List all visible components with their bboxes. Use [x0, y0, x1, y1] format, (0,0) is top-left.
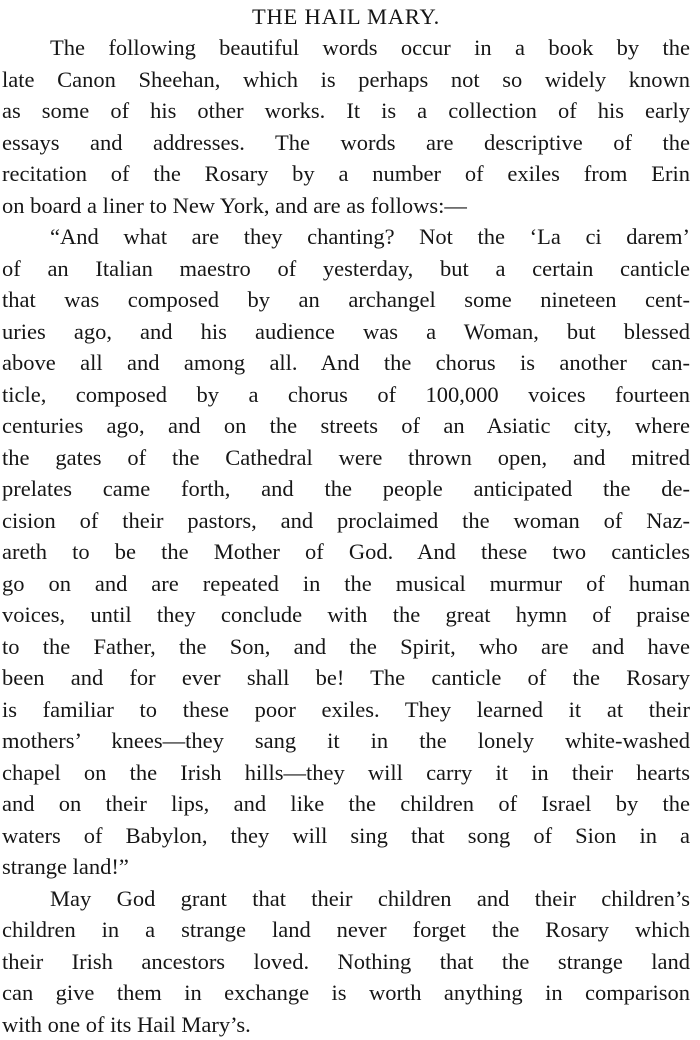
paragraph: [2, 883, 690, 1040]
text-line: and on their lips, and like the children of Israel by the: [2, 788, 690, 820]
paragraph: [2, 221, 690, 883]
text-line: to the Father, the Son, and the Spirit, who are and have: [2, 631, 690, 663]
text-line: essays and addresses. The words are descriptive of the: [2, 127, 690, 159]
text-line: uries ago, and his audience was a Woman, but blessed: [2, 316, 690, 348]
article-body: [2, 32, 690, 1040]
text-line: chapel on the Irish hills—they will carry it in their hearts: [2, 757, 690, 789]
text-line: centuries ago, and on the streets of an Asiatic city, where: [2, 410, 690, 442]
text-line: waters of Babylon, they will sing that song of Sion in a: [2, 820, 690, 852]
text-line: cision of their pastors, and proclaimed the woman of Naz-: [2, 505, 690, 537]
text-line: prelates came forth, and the people anticipated the de-: [2, 473, 690, 505]
text-line: with one of its Hail Mary’s.: [2, 1009, 690, 1040]
text-line: go on and are repeated in the musical murmur of human: [2, 568, 690, 600]
text-line: is familiar to these poor exiles. They learned it at their: [2, 694, 690, 726]
text-line: been and for ever shall be! The canticle of the Rosary: [2, 662, 690, 694]
paragraph: [2, 32, 690, 221]
text-line: voices, until they conclude with the great hymn of praise: [2, 599, 690, 631]
text-line: their Irish ancestors loved. Nothing that the strange land: [2, 946, 690, 978]
text-line: late Canon Sheehan, which is perhaps not so widely known: [2, 64, 690, 96]
text-line: ticle, composed by a chorus of 100,000 voices fourteen: [2, 379, 690, 411]
text-line: the gates of the Cathedral were thrown open, and mitred: [2, 442, 690, 474]
text-line: above all and among all. And the chorus is another can-: [2, 347, 690, 379]
text-line: children in a strange land never forget the Rosary which: [2, 914, 690, 946]
text-line: mothers’ knees—they sang it in the lonely white-washed: [2, 725, 690, 757]
text-line: on board a liner to New York, and are as follows:—: [2, 190, 690, 222]
article-title: THE HAIL MARY.: [2, 2, 690, 32]
text-line: that was composed by an archangel some nineteen cent-: [2, 284, 690, 316]
text-line: recitation of the Rosary by a number of exiles from Erin: [2, 158, 690, 190]
text-line: of an Italian maestro of yesterday, but a certain canticle: [2, 253, 690, 285]
text-line: can give them in exchange is worth anything in comparison: [2, 977, 690, 1009]
text-line: May God grant that their children and their children’s: [2, 883, 690, 915]
text-line: areth to be the Mother of God. And these two canticles: [2, 536, 690, 568]
text-line: as some of his other works. It is a collection of his early: [2, 95, 690, 127]
text-line: “And what are they chanting? Not the ‘La ci darem’: [2, 221, 690, 253]
text-line: strange land!”: [2, 851, 690, 883]
text-line: The following beautiful words occur in a book by the: [2, 32, 690, 64]
